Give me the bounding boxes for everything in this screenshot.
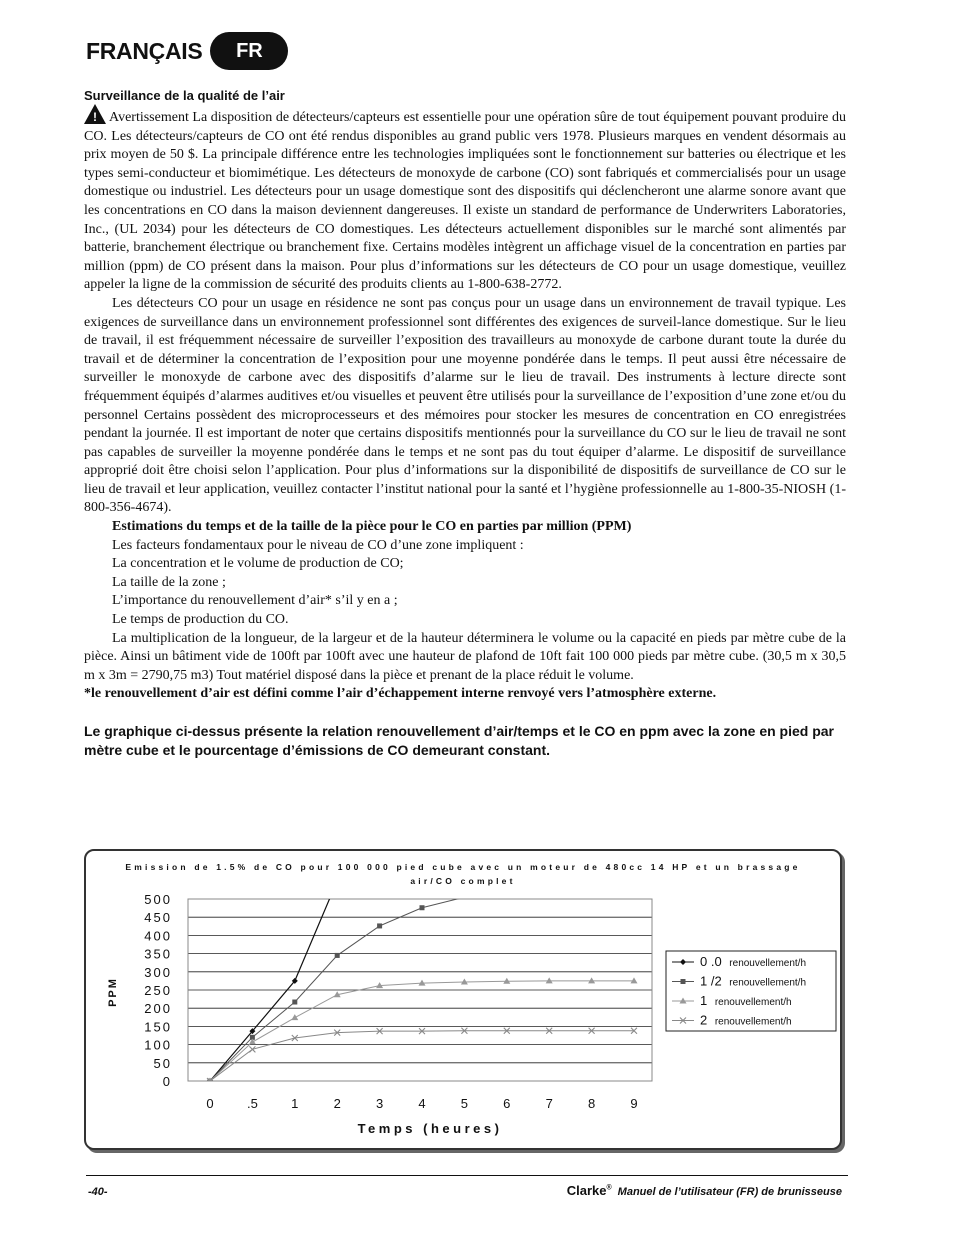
factor-item: L’importance du renouvellement d’air* s’il y en a ;	[112, 593, 398, 609]
subheading-estimations: Estimations du temps et de la taille de la pièce pour le CO en parties par million (PPM)	[112, 519, 632, 535]
paragraph-workplace: Les détecteurs CO pour un usage en résidence ne sont pas conçus pour un usage dans un environnement de travail typique. Les exigences de surveillance dans un environnement professionnel sont différentes des exigences de surveil-lance domestique. Sur le lieu de travail, il est fréquemment nécessaire de surveiller l’exposition des travailleurs au monoxyde de carbone durant toute la durée du travail et de déterminer la concentration de l’exposition pour une moyenne pondérée dans le temps. Il peut aussi être nécessaire de surveiller le monoxyde de carbone avec des dispositifs d’alarme sur le lieu de travail. Des instruments à lecture directe sont fréquemment équipés d’alarmes auditives et/ou visuelles et peuvent être utilisés pour la surveillance de l’exposition d’une zone et/ou du personnel Certains possèdent des microprocesseurs et des mémoires pour stocker les mesures de concentration en CO enregistrées pendant la journée. Il est important de noter que certains dispositifs mentionnés pour la surveillance du CO sur le lieu de travail ne sont pas capables de surveiller la moyenne pondérée dans le temps et ne sont pas du tout équiper d’alarme. Le dispositif de surveillance approprié doit être choisi selon l’application. Pour plus d’informations sur la disponibilité de dispositifs de surveillance de CO sur le lieu de travail et leur application, veuillez contacter l’institut national pour la santé et l’hygiène professionnelle au 1-800-35-NIOSH (1-800-356-4674).	[84, 295, 846, 516]
note-air-renewal: *le renouvellement d’air est défini comme l’air d’échappement interne renvoyé vers l’atmosphère externe.	[84, 686, 717, 702]
legend-marker-group	[681, 979, 686, 984]
language-title: FRANÇAIS	[86, 37, 203, 64]
legend-label: 1 /2 renouvellement/h	[700, 973, 807, 989]
legend-label: 1 renouvellement/h	[700, 993, 792, 1008]
data-point	[377, 923, 382, 928]
x-tick-label: 3	[375, 1096, 384, 1111]
y-axis-label: PPM	[107, 977, 119, 1007]
x-tick-label: 8	[587, 1096, 596, 1111]
paragraph-warning-text: Avertissement La disposition de détecteurs/capteurs est essentielle pour une opération sûre de tout équipement pouvant produire du CO. Les détecteurs/capteurs de CO ont été rendus disponibles au grand public vers 1978. Plusieurs marques en vendent désormais au prix moyen de 50 $. La principale différence entre les technologies impliquées sont le fonctionnement sur batteries ou électrique et les types semi-conducteur et biomimétique. Les détecteurs de monoxyde de carbone (CO) sont fabriqués et commercialisés pour un usage domestique ou industriel. Les détecteurs pour un usage domestique sont des dispositifs qui déclencheront une alarme sonore avant que les concentrations en CO dans la maison deviennent dangereuses. Il existe un standard de performance de Underwriters Laboratories, Inc., (UL 2034) pour les détecteurs de CO domestiques. Les détecteurs actuellement disponibles sur le marché sont alimentés par batterie, branchement électrique ou branchement fixe. Certains modèles intègrent un affichage visuel de la concentration en parties par million (ppm) de CO présent dans la maison. Pour plus d’informations sur les détecteurs de CO pour un usage domestique, veuillez appeler la ligne de la commission de sécurité des produits clients au 1-800-638-2772.	[84, 110, 846, 293]
x-tick-label: 7	[545, 1096, 553, 1111]
footer-rule	[86, 1175, 848, 1176]
footer-manual	[567, 1183, 842, 1198]
legend-label: 0 .0 renouvellement/h	[700, 954, 807, 969]
y-tick-label: 100	[144, 1037, 172, 1053]
data-point	[249, 1046, 255, 1052]
chart-frame	[84, 849, 842, 1150]
y-tick-label: 300	[144, 964, 172, 980]
brand-name: Clarke®	[566, 1183, 612, 1198]
warning-icon	[84, 104, 106, 124]
page-number: -40-	[88, 1186, 108, 1198]
x-tick-label: 2	[333, 1096, 341, 1111]
factors-intro: Les facteurs fondamentaux pour le niveau de CO d’une zone impliquent :	[112, 537, 524, 553]
document-body	[84, 88, 846, 759]
manual-title: Manuel de l’utilisateur (FR) de brunisseuse	[617, 1186, 842, 1198]
x-tick-label: 5	[460, 1096, 469, 1111]
legend-marker	[681, 979, 686, 984]
registered-mark: ®	[606, 1184, 612, 1192]
factor-item: La taille de la zone ;	[112, 574, 226, 590]
series-line	[210, 1031, 634, 1081]
series-0	[207, 881, 337, 1084]
page-header	[86, 32, 288, 70]
paragraph-volume: La multiplication de la longueur, de la largeur et de la hauteur déterminera le volume ou la capacité en pieds par mètre cube de la pièce. Ainsi un bâtiment vide de 100ft par 100ft avec une hauteur de plafond de 10ft fait 100 000 pieds par mètre cube. (30,5 m x 30,5 m x 3m = 2790,75 m3) Tout matériel disposé dans la pièce et prenant de la place réduit le volume.	[84, 630, 846, 683]
paragraph-warning	[84, 104, 846, 295]
chart-caption: Le graphique ci-dessus présente la relation renouvellement d’air/temps et le CO en ppm avec la zone en pied par mètre cube et le pourcentage d’émissions de CO demeurant constant.	[84, 723, 834, 758]
chart-title: Emission de 1.5% de CO pour 100 000 pied cube avec un moteur de 480cc 14 HP et un brassage air/CO complet	[125, 862, 801, 886]
y-tick-label: 500	[144, 892, 172, 907]
y-tick-label: 150	[144, 1019, 172, 1035]
x-tick-label: 0	[206, 1096, 214, 1111]
y-tick-label: 50	[153, 1055, 172, 1071]
data-point	[420, 905, 425, 910]
factor-item: Le temps de production du CO.	[112, 612, 289, 628]
co-ppm-line-chart	[86, 851, 840, 1148]
x-tick-label: .5	[246, 1096, 258, 1111]
y-tick-label: 250	[144, 983, 172, 998]
y-tick-label: 350	[144, 946, 172, 962]
y-tick-label: 0	[162, 1074, 172, 1089]
x-tick-label: 6	[503, 1096, 511, 1111]
series-line	[210, 897, 464, 1081]
data-point	[335, 953, 340, 958]
series-3	[207, 1028, 637, 1084]
y-tick-label: 400	[144, 928, 172, 944]
x-tick-label: 9	[630, 1096, 638, 1111]
language-badge: FR	[210, 32, 288, 70]
series-line	[210, 881, 337, 1081]
y-tick-label: 450	[144, 910, 172, 926]
data-point	[291, 1014, 298, 1020]
factor-item: La concentration et le volume de production de CO;	[112, 556, 404, 572]
x-tick-label: 1	[291, 1096, 299, 1111]
legend-label: 2 renouvellement/h	[700, 1012, 792, 1028]
data-point	[292, 1000, 297, 1005]
y-tick-label: 200	[144, 1001, 172, 1017]
section-title: Surveillance de la qualité de l’air	[84, 88, 285, 103]
x-tick-label: 4	[418, 1096, 426, 1111]
x-axis-label: Temps (heures)	[357, 1121, 503, 1136]
